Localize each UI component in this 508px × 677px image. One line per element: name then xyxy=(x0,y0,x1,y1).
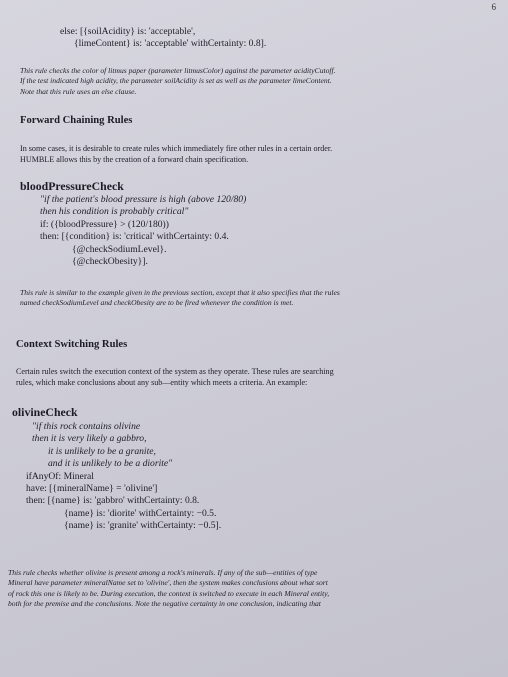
code-line: {@checkObesity}]. xyxy=(72,256,148,268)
code-line: "if this rock contains olivine xyxy=(32,421,141,432)
code-line: else: [{soilAcidity} is: 'acceptable', xyxy=(60,26,196,37)
section1-paragraph xyxy=(20,143,508,165)
rule-name-olivineCheck: olivineCheck xyxy=(12,405,78,419)
page-number: 6 xyxy=(491,2,496,12)
section-heading-context-switching: Context Switching Rules xyxy=(16,339,128,350)
section-heading-forward-chaining: Forward Chaining Rules xyxy=(20,115,133,126)
code-line: {limeContent} is: 'acceptable' withCertainty: 0.8]. xyxy=(74,38,267,50)
section2-paragraph xyxy=(16,366,508,388)
code-line: {name} is: 'granite' withCertainty: −0.5]. xyxy=(64,520,222,532)
code-line: {@checkSodiumLevel}. xyxy=(72,243,167,255)
body-line: rules, which make conclusions about any sub—entity which meets a criteria. An example: xyxy=(16,378,308,387)
code-line: if: ({bloodPressure} > (120/180)) xyxy=(40,218,169,230)
note-line: This rule is similar to the example given in the previous section, except that it also specifies that the rules xyxy=(20,288,340,297)
note-line: of rock this one is likely to be. During execution, the context is switched to execute in each Mineral entity, xyxy=(8,588,330,598)
rule1-code xyxy=(20,194,508,268)
note-paragraph-1 xyxy=(20,66,508,97)
body-line: Certain rules switch the execution context of the system as they operate. These rules are searching xyxy=(16,367,334,376)
note-line: Mineral have parameter mineralName set to 'olivine', then the system makes conclusions about what sort xyxy=(8,578,328,588)
code-line: then: [{condition} is: 'critical' withCertainty: 0.4. xyxy=(40,231,229,243)
note-line: This rule checks the color of litmus paper (parameter litmusColor) against the parameter acidityCutoff. xyxy=(20,66,336,75)
note-paragraph-2 xyxy=(20,288,508,309)
code-line: it is unlikely to be a granite, xyxy=(48,445,156,457)
top-code-block xyxy=(60,26,508,51)
body-line: HUMBLE allows this by the creation of a forward chain specification. xyxy=(20,155,249,164)
body-line: In some cases, it is desirable to create rules which immediately fire other rules in a certain order. xyxy=(20,144,333,153)
code-line: then it is very likely a gabbro, xyxy=(32,433,147,445)
note-paragraph-3 xyxy=(8,568,508,609)
note-line: This rule checks whether olivine is present among a rock's minerals. If any of the sub—entities of type xyxy=(8,568,318,577)
note-line: named checkSodiumLevel and checkObesity are to be fired whenever the condition is met. xyxy=(20,298,294,308)
code-line: {name} is: 'diorite' withCertainty: −0.5. xyxy=(64,507,217,519)
note-line: If the test indicated high acidity, the parameter soilAcidity is set as well as the parameter limeContent. xyxy=(20,76,332,86)
code-line: and it is unlikely to be a diorite" xyxy=(48,458,173,470)
note-line: both for the premise and the conclusions. Note the negative certainty in one conclusion, indicating that xyxy=(8,598,321,608)
code-line: then: [{name} is: 'gabbro' withCertainty: 0.8. xyxy=(26,495,200,507)
code-line: then his condition is probably critical" xyxy=(40,206,189,218)
code-line: have: [{mineralName} = 'olivine'] xyxy=(26,483,158,495)
rule2-code xyxy=(12,421,508,533)
code-line: "if the patient's blood pressure is high (above 120/80) xyxy=(40,194,247,205)
note-line: Note that this rule uses an else clause. xyxy=(20,86,137,96)
rule-name-bloodPressureCheck: bloodPressureCheck xyxy=(20,179,124,193)
code-line: ifAnyOf: Mineral xyxy=(26,470,94,482)
